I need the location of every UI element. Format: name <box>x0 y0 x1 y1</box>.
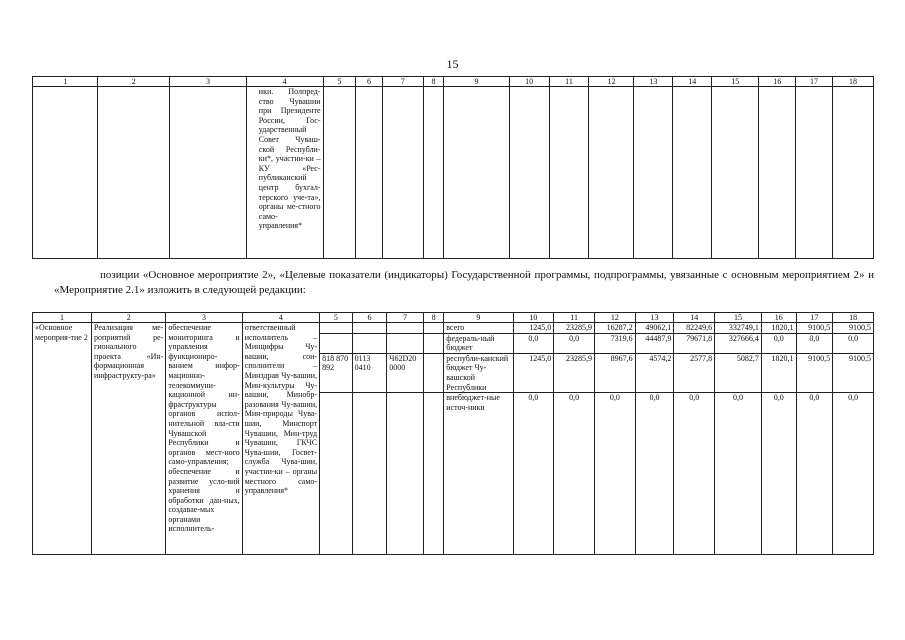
col-num: 14 <box>673 77 712 87</box>
value-cell: 4574,2 <box>635 353 674 392</box>
source-label: республи-канский бюджет Чу-вашской Республики <box>444 353 513 392</box>
value-cell: 0,0 <box>594 393 635 555</box>
col-num: 13 <box>634 77 673 87</box>
col-num: 13 <box>635 313 674 323</box>
instruction-paragraph: позиции «Основное мероприятие 2», «Целевые показатели (индикаторы) Государственной программы, подпрограммы, увязанные с основным мероприятием 2» и «Мероприятие 2.1» изложить в следующей редакции: <box>54 269 874 296</box>
value-cell: 0,0 <box>761 333 796 353</box>
col-num: 15 <box>712 77 759 87</box>
value-cell: 5082,7 <box>715 353 762 392</box>
cell-event-goal: обеспечение мониторинга и управления функциониро-ванием инфор-мационно-телекоммуни-кационной ин-фраструктуры органов испол-нительной вла-сти Чувашской Республики и органов мест-ного само-управления; обеспечение и развитие усло-вий хранения и обработки дан-ных, создавае-мых органами исполнитель- <box>166 323 242 555</box>
value-cell: 82249,6 <box>674 323 715 334</box>
col-num: 6 <box>352 313 387 323</box>
value-cell: 7319,6 <box>594 333 635 353</box>
value-cell: 0,0 <box>513 333 554 353</box>
col-num: 3 <box>170 77 247 87</box>
value-cell: 49062,1 <box>635 323 674 334</box>
value-cell: 0,0 <box>761 393 796 555</box>
value-cell: 1820,1 <box>761 323 796 334</box>
value-cell: 1245,0 <box>513 353 554 392</box>
col-num: 1 <box>33 77 98 87</box>
page-number: 15 <box>446 57 459 71</box>
col-num: 12 <box>594 313 635 323</box>
cell-event-executors: ответственный исполнитель – Минцифры Чу-вашии, сои-сполнители – Минздрав Чу-вашии, Мин-культуры Чу-вашии, Минобр-разования Чу-вашии, Мин-природы Чува-шии, Минспорт Чувашии, Мин-труд Чувашии, ГКЧС Чува-шии, Госвет-служба Чува-шии, участни-ки – органы местного само-управления* <box>242 323 319 555</box>
column-number-row <box>33 313 874 323</box>
col-num: 11 <box>549 77 589 87</box>
cell-event-name: «Основное мероприя-тие 2 <box>33 323 92 555</box>
col-num: 1 <box>33 313 92 323</box>
value-cell: 0,0 <box>796 393 833 555</box>
value-cell: 0,0 <box>635 393 674 555</box>
value-cell: 9100,5 <box>796 353 833 392</box>
value-cell: 0,0 <box>833 333 874 353</box>
col-num: 3 <box>166 313 242 323</box>
source-label: всего <box>444 323 513 334</box>
col-num: 15 <box>715 313 762 323</box>
col-num: 5 <box>320 313 353 323</box>
code-rzpr: 0113 0410 <box>352 353 387 392</box>
source-label: федераль-ный бюджет <box>444 333 513 353</box>
col-num: 11 <box>554 313 595 323</box>
value-cell: 9100,5 <box>833 323 874 334</box>
col-num: 16 <box>759 77 796 87</box>
col-num: 4 <box>246 77 323 87</box>
col-num: 12 <box>589 77 634 87</box>
value-cell: 2577,8 <box>674 353 715 392</box>
col-num: 7 <box>382 77 423 87</box>
value-cell: 0,0 <box>674 393 715 555</box>
value-cell: 0,0 <box>513 393 554 555</box>
col-num: 10 <box>509 77 549 87</box>
value-cell: 44487,9 <box>635 333 674 353</box>
table-continuation <box>32 76 874 259</box>
col-num: 7 <box>387 313 424 323</box>
value-cell: 0,0 <box>715 393 762 555</box>
code-csr: Ч62D20 0000 <box>387 353 424 392</box>
value-cell: 1245,0 <box>513 323 554 334</box>
value-cell: 79671,8 <box>674 333 715 353</box>
col-num: 8 <box>423 313 443 323</box>
column-number-row <box>33 77 874 87</box>
col-num: 16 <box>761 313 796 323</box>
col-num: 2 <box>98 77 170 87</box>
cell-executors: ики. Полпред-ство Чувашии при Президенте России, Гос-ударственный Совет Чуваш-ской Республи-ки*, участни-ки – КУ «Рес-публиканский центр бухгал-терского уче-та», органы ме-стного само-управления* <box>246 87 323 259</box>
value-cell: 1820,1 <box>761 353 796 392</box>
col-num: 4 <box>242 313 319 323</box>
code-grbs: 818 870 892 <box>320 353 353 392</box>
col-num: 5 <box>323 77 356 87</box>
col-num: 2 <box>92 313 166 323</box>
value-cell: 0,0 <box>554 333 595 353</box>
table-main <box>32 312 874 555</box>
col-num: 18 <box>832 77 873 87</box>
col-num: 10 <box>513 313 554 323</box>
value-cell: 23285,9 <box>554 353 595 392</box>
col-num: 6 <box>356 77 383 87</box>
value-cell: 9100,5 <box>796 323 833 334</box>
col-num: 8 <box>423 77 443 87</box>
table-row <box>33 87 874 259</box>
value-cell: 8967,6 <box>594 353 635 392</box>
table-row-total <box>33 323 874 334</box>
col-num: 9 <box>444 77 509 87</box>
col-num: 18 <box>833 313 874 323</box>
value-cell: 9100,5 <box>833 353 874 392</box>
col-num: 17 <box>796 313 833 323</box>
value-cell: 16287,2 <box>594 323 635 334</box>
source-label: внебюджет-ные источ-ники <box>444 393 513 555</box>
value-cell: 0,0 <box>833 393 874 555</box>
col-num: 14 <box>674 313 715 323</box>
col-num: 9 <box>444 313 513 323</box>
value-cell: 332749,1 <box>715 323 762 334</box>
cell-event-description: Реализация ме-роприятий ре-гионального проекта «Ин-формационная инфраструкту-ра» <box>92 323 166 555</box>
value-cell: 0,0 <box>554 393 595 555</box>
value-cell: 0,0 <box>796 333 833 353</box>
value-cell: 23285,9 <box>554 323 595 334</box>
value-cell: 327666,4 <box>715 333 762 353</box>
col-num: 17 <box>796 77 833 87</box>
